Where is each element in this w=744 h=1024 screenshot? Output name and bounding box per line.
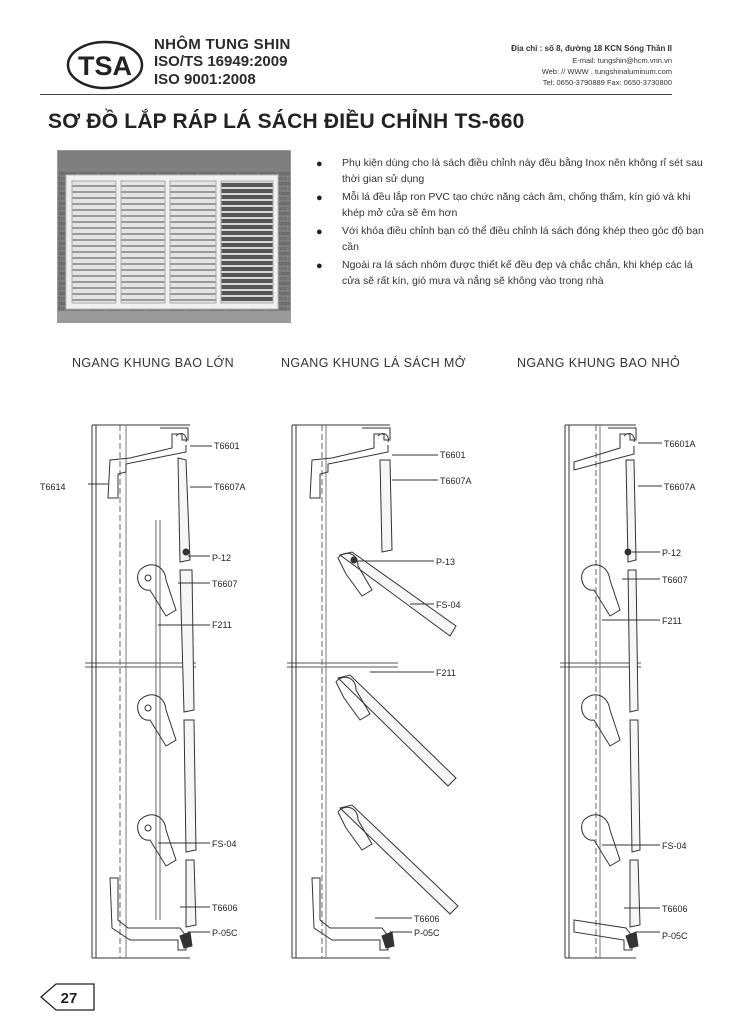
- label-t6607a: T6607A: [440, 476, 472, 486]
- bullet-icon: ●: [316, 226, 323, 238]
- diagram-open-louver: [292, 425, 458, 958]
- label-f211: F211: [212, 620, 232, 630]
- bullet-icon: ●: [316, 260, 323, 272]
- feature-item: ● Phụ kiện dùng cho lá sách điều chỉnh này đều bằng Inox nên không rỉ sét sau thời gian sử dụng: [316, 157, 703, 185]
- section-heading-large-frame: NGANG KHUNG BAO LỚN: [72, 356, 235, 370]
- contact-address: Địa chỉ : số 8, đường 18 KCN Sóng Thần II: [511, 44, 672, 53]
- label-t6606: T6606: [662, 904, 688, 914]
- label-fs04: FS-04: [662, 841, 687, 851]
- label-t6601: T6601: [214, 441, 240, 451]
- bullet-icon: ●: [316, 158, 323, 170]
- label-t6607: T6607: [662, 575, 688, 585]
- label-fs04: FS-04: [436, 600, 461, 610]
- break-line: [85, 663, 641, 667]
- svg-text:TSA: TSA: [78, 51, 132, 81]
- section-heading-open-louver: NGANG KHUNG LÁ SÁCH MỞ: [281, 356, 466, 370]
- contact-phone: Tel: 0650-3790889 Fax: 0650-3730800: [542, 78, 672, 87]
- label-t6601a: T6601A: [664, 439, 696, 449]
- label-t6607a: T6607A: [664, 482, 696, 492]
- label-p05c: P-05C: [212, 928, 238, 938]
- label-f211: F211: [662, 616, 682, 626]
- label-p12: P-12: [662, 548, 682, 558]
- page-title: SƠ ĐỒ LẮP RÁP LÁ SÁCH ĐIỀU CHỈNH TS-660: [48, 110, 525, 133]
- label-t6614: T6614: [40, 482, 66, 492]
- label-t6601: T6601: [440, 450, 466, 460]
- label-t6607a: T6607A: [214, 482, 246, 492]
- diagram-small-frame: [565, 425, 662, 958]
- page-number: 27: [60, 990, 78, 1007]
- feature-item: ● Với khóa điều chỉnh bạn có thể điều chỉnh lá sách đóng khép theo góc độ bạn cần: [316, 225, 704, 253]
- label-p05c: P-05C: [662, 931, 688, 941]
- label-t6607: T6607: [212, 579, 238, 589]
- company-logo: [66, 40, 144, 90]
- label-p05c: P-05C: [414, 928, 440, 938]
- label-f211: F211: [436, 668, 456, 678]
- feature-item: ● Ngoài ra lá sách nhôm được thiết kế đều đẹp và chắc chắn, khi khép các lá cửa sẽ rất kín, gió mưa và nắng sẽ không vào trong nhà: [316, 259, 693, 287]
- certification-iso-9001: ISO 9001:2008: [154, 71, 256, 88]
- louver-window-photo: [57, 150, 291, 323]
- label-fs04: FS-04: [212, 839, 237, 849]
- bullet-icon: ●: [316, 192, 323, 204]
- label-t6606: T6606: [212, 903, 238, 913]
- label-t6606: T6606: [414, 914, 440, 924]
- label-p12: P-12: [212, 553, 232, 563]
- assembly-diagram: [0, 380, 744, 980]
- label-p13: P-13: [436, 557, 456, 567]
- company-name: NHÔM TUNG SHIN: [154, 36, 291, 53]
- header-divider: [40, 94, 672, 95]
- contact-email: E-mail: tungshin@hcm.vnn.vn: [572, 56, 672, 65]
- certification-iso-ts: ISO/TS 16949:2009: [154, 53, 288, 70]
- feature-list: [316, 155, 712, 291]
- page-number-badge: [38, 982, 98, 1012]
- section-heading-small-frame: NGANG KHUNG BAO NHỎ: [517, 356, 681, 370]
- diagram-large-frame: [88, 425, 212, 958]
- contact-web: Web: // WWW . tungshinaluminum.com: [541, 67, 672, 76]
- feature-item: ● Mỗi lá đều lắp ron PVC tạo chức năng cách âm, chống thấm, kín gió và khi khép mở cửa sẽ êm hơn: [316, 191, 691, 219]
